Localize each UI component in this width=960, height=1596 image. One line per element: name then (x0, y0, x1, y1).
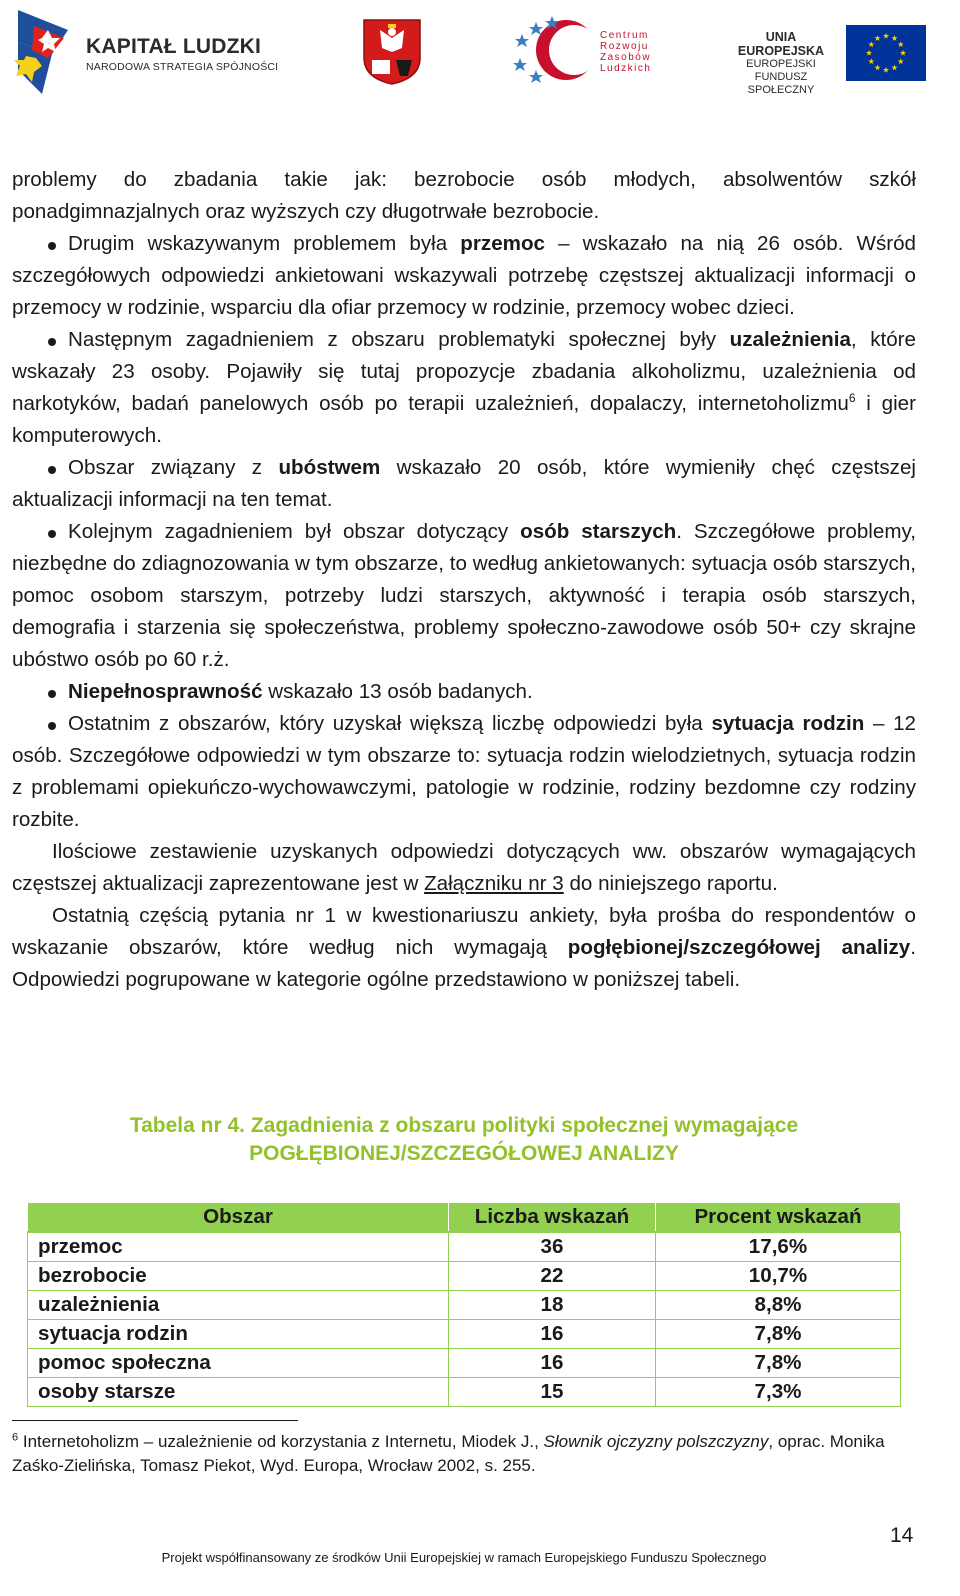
kapital-ludzki-wordmark (86, 36, 278, 73)
footnote: $^6$ Internetoholizm – uzależnienie od korzystania z Internetu, Miodek J., Słownik ojczyzny polszczyzny, oprac. Monika Zaśko-Zielińska, Tomasz Piekot, Wyd. Europa, Wrocław 2002, s. 255. (12, 1431, 885, 1475)
percent-cell: 7,8% (656, 1320, 901, 1349)
footnote-ref: 6 (848, 391, 856, 406)
eu-line: EUROPEJSKI (746, 58, 816, 70)
bullet-icon (48, 722, 56, 730)
table-caption-line: POGŁĘBIONEJ/SZCZEGÓŁOWEJ ANALIZY (249, 1142, 679, 1165)
crzl-line: Ludzkich (600, 63, 652, 74)
percent-cell: 7,8% (656, 1349, 901, 1378)
document-body (12, 164, 916, 996)
count-cell: 22 (449, 1262, 656, 1291)
voivodeship-crest-icon (362, 18, 422, 86)
bullet-item: Niepełnosprawność wskazało 13 osób badanych. (12, 676, 916, 708)
bullet-item: Następnym zagadnieniem z obszaru problematyki społecznej były uzależnienia, które wskazały 23 osoby. Pojawiły się tutaj propozycje zbadania alkoholizmu, uzależnienia od narkotyków, badań panelowych osób po terapii uzależnień, dopalaczy, internetoholizmu$^6$ i gier komputerowych. (12, 328, 916, 447)
dictionary-title: Słownik ojczyzny polszczyzny (543, 1432, 769, 1451)
table-row (28, 1320, 901, 1349)
crzl-logo-icon (512, 14, 602, 84)
bullet-icon (48, 466, 56, 474)
bullet-icon (48, 530, 56, 538)
crzl-line: Rozwoju (600, 41, 649, 52)
area-cell: osoby starsze (28, 1378, 449, 1407)
table-row (28, 1349, 901, 1378)
eu-title: UNIA EUROPEJSKA (737, 30, 825, 58)
area-cell: przemoc (28, 1232, 449, 1262)
percent-cell: 7,3% (656, 1378, 901, 1407)
areas-table (27, 1202, 901, 1407)
bullet-item: Ostatnim z obszarów, który uzyskał większą liczbę odpowiedzi była sytuacja rodzin – 12 osób. Szczegółowe odpowiedzi w tym obszarze to: sytuacja rodzin wielodzietnych, sytuacja rodzin z problemami opiekuńczo-wychowawczymi, patologie w rodzinie, rodziny bezdomne czy rodziny rozbite. (12, 712, 917, 831)
bullet-icon (48, 242, 56, 250)
column-header: Obszar (28, 1203, 449, 1233)
table-header-row (28, 1203, 901, 1233)
table-row (28, 1291, 901, 1320)
column-header: Procent wskazań (656, 1203, 901, 1233)
table-row (28, 1262, 901, 1291)
table-row (28, 1232, 901, 1262)
table-row (28, 1378, 901, 1407)
eu-line: FUNDUSZ SPOŁECZNY (747, 71, 815, 96)
bullet-item: Drugim wskazywanym problemem była przemoc – wskazało na nią 26 osób. Wśród szczegółowych odpowiedzi ankietowani wskazywali potrzebę częstszej aktualizacji informacji o przemocy w rodzinie, wsparciu dla ofiar przemocy w rodzinie, przemocy wobec dzieci. (12, 232, 916, 319)
page-number: 14 (890, 1524, 914, 1547)
count-cell: 36 (449, 1232, 656, 1262)
bullet-item: Obszar związany z ubóstwem wskazało 20 osób, które wymieniły chęć częstszej aktualizacji informacji na ten temat. (12, 456, 916, 511)
kl-title: KAPITAŁ LUDZKI (86, 35, 262, 58)
percent-cell: 10,7% (656, 1262, 901, 1291)
crzl-wordmark (600, 30, 651, 74)
crzl-line: Zasobów (600, 52, 652, 63)
footnote-number: 6 (12, 1431, 19, 1444)
area-cell: pomoc społeczna (28, 1349, 449, 1378)
kapital-ludzki-logo-icon (12, 8, 80, 96)
count-cell: 15 (449, 1378, 656, 1407)
area-cell: uzależnienia (28, 1291, 449, 1320)
paragraph: Ilościowe zestawienie uzyskanych odpowiedzi dotyczących ww. obszarów wymagających częstszej aktualizacji zaprezentowane jest w Załączniku nr 3 do niniejszego raportu. (12, 840, 916, 895)
paragraph: problemy do zbadania takie jak: bezrobocie osób młodych, absolwentów szkół ponadgimnazjalnych oraz wyższych czy długotrwałe bezrobocie. (12, 168, 916, 223)
bullet-icon (48, 338, 56, 346)
count-cell: 16 (449, 1349, 656, 1378)
page-header (0, 0, 960, 110)
crzl-line: Centrum (600, 30, 649, 41)
bullet-icon (48, 690, 56, 698)
count-cell: 18 (449, 1291, 656, 1320)
count-cell: 16 (449, 1320, 656, 1349)
appendix-link[interactable]: Załączniku nr 3 (424, 872, 564, 895)
percent-cell: 8,8% (656, 1291, 901, 1320)
kl-subtitle: NARODOWA STRATEGIA SPÓJNOŚCI (86, 61, 279, 73)
page-footer: Projekt współfinansowany ze środków Unii Europejskiej w ramach Europejskiego Funduszu Społecznego (161, 1550, 767, 1565)
eu-wordmark (722, 30, 840, 97)
table-caption-line: Tabela nr 4. Zagadnienia z obszaru polityki społecznej wymagające (129, 1114, 799, 1137)
footnote-separator (12, 1420, 298, 1421)
bullet-item: Kolejnym zagadnieniem był obszar dotyczący osób starszych. Szczegółowe problemy, niezbędne do zdiagnozowania w tym obszarze, to według ankietowanych: sytuacja osób starszych, pomoc osobom starszym, potrzeby ludzi starszych, aktywność i terapia osób starszych, demografia i starzenia się społeczeństwa, problemy społeczno-zawodowe osób 50+ czy skrajne ubóstwo osób po 60 r.ż. (12, 520, 916, 671)
eu-flag-icon (846, 25, 926, 81)
paragraph: Ostatnią częścią pytania nr 1 w kwestionariuszu ankiety, była prośba do respondentów o wskazanie obszarów, które według nich wymagają pogłębionej/szczegółowej analizy. Odpowiedzi pogrupowane w kategorie ogólne przedstawiono w poniższej tabeli. (12, 904, 916, 991)
area-cell: bezrobocie (28, 1262, 449, 1291)
percent-cell: 17,6% (656, 1232, 901, 1262)
area-cell: sytuacja rodzin (28, 1320, 449, 1349)
table-caption (0, 1112, 928, 1168)
column-header: Liczba wskazań (449, 1203, 656, 1233)
